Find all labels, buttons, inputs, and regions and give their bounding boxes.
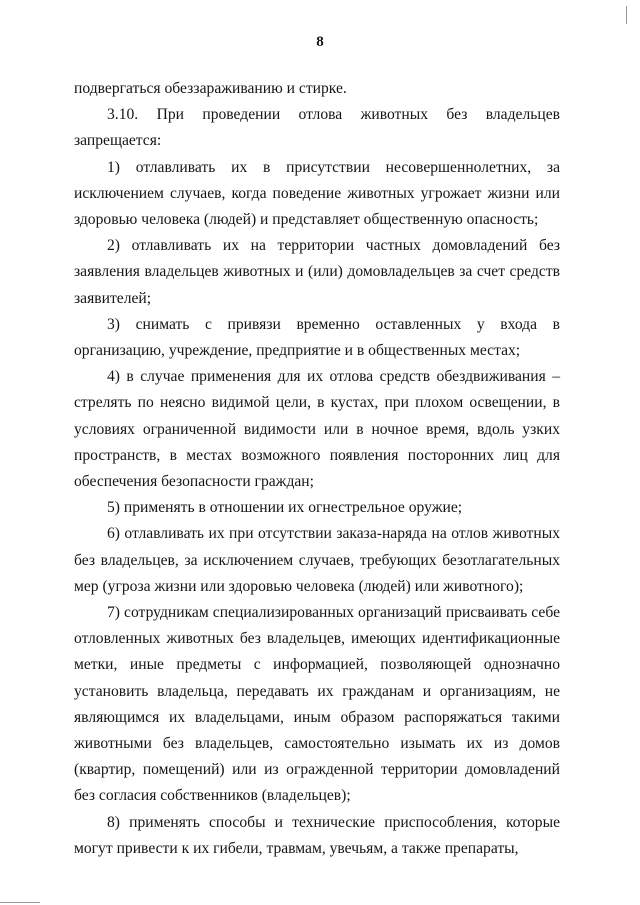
- paragraph-0: подвергаться обеззараживанию и стирке.: [74, 80, 347, 97]
- paragraph-3: 2) отлавливать их на территории частных домовладений без заявления владельцев животных и (или) домовладельцев за счет средств заявителей;: [74, 237, 560, 307]
- scan-mark-top-right: [626, 6, 627, 24]
- paragraph-7: 6) отлавливать их при отсутствии заказа-наряда на отлов животных без владельцев, за исключением случаев, требующих безотлагательных мер (угроза жизни или здоровью человека (людей) или животного);: [74, 525, 560, 595]
- paragraph-1: 3.10. При проведении отлова животных без владельцев запрещается:: [74, 106, 560, 150]
- paragraph-9: 8) применять способы и технические приспособления, которые могут привести к их гибели, травмам, увечьям, а также препараты,: [74, 813, 560, 857]
- paragraph-4: 3) снимать с привязи временно оставленных у входа в организацию, учреждение, предприятие и в общественных местах;: [74, 315, 560, 360]
- paragraph-2: 1) отлавливать их в присутствии несовершеннолетних, за исключением случаев, когда поведение животных угрожает жизни или здоровью человека (людей) и представляет общественную опасность;: [74, 158, 560, 229]
- page-number: 8: [316, 34, 324, 50]
- paragraph-8: 7) сотрудникам специализированных организаций присваивать себе отловленных животных без владельцев, имеющих идентификационные метки, иные предметы с информацией, позволяющей однозначно установить владельца, передавать их гражданам и организациям, не являющимся их владельцами, иным образом распоряжаться такими животными без владельцев, самостоятельно изымать их из домов (квартир, помещений) или из огражденной территории домовладений без согласия собственников (владельцев);: [74, 604, 560, 805]
- paragraph-5: 4) в случае применения для их отлова средств обездвиживания – стрелять по неясно видимой цели, в кустах, при плохом освещении, в условиях ограниченной видимости или в ночное время, вдоль узких пространств, в местах возможного появления посторонних лиц для обеспечения безопасности граждан;: [74, 368, 560, 491]
- paragraph-6: 5) применять в отношении их огнестрельное оружие;: [107, 499, 463, 517]
- document-body: [74, 76, 560, 862]
- scan-mark-bottom-left: [0, 902, 40, 903]
